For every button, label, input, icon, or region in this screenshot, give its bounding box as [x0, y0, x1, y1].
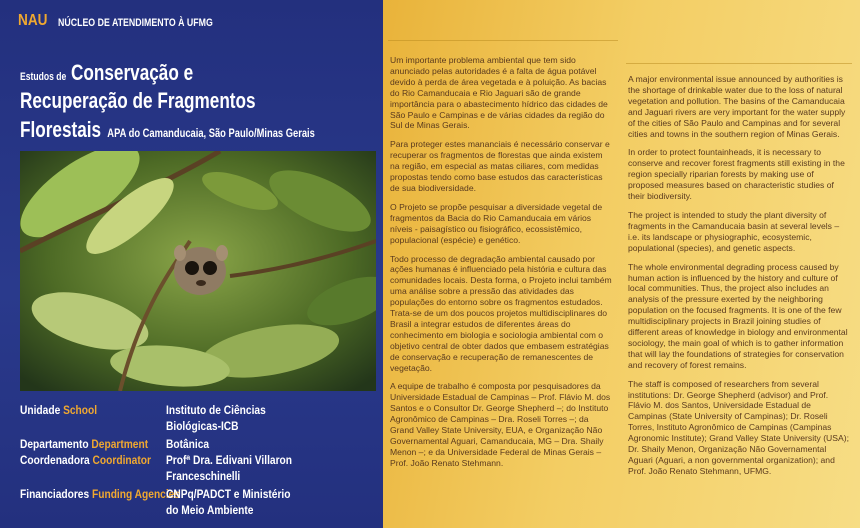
page-title-line1	[20, 60, 193, 86]
en-paragraph-2: In order to protect fountainheads, it is necessary to conserve and recover forest fragments still existing in the region specially riparian forests by making use of proposed measures based on characteristic studies of their biodiversity.	[628, 147, 845, 202]
forest-illustration	[20, 151, 376, 391]
dept-label: Departamento Department	[20, 437, 149, 451]
title-text-1: Conservação e	[71, 60, 194, 85]
brand-logo: NAU	[18, 12, 48, 29]
coord-value-2: Franceschinelli	[166, 469, 241, 483]
monkey-in-forest-photo	[20, 151, 376, 391]
rule-top-1	[388, 40, 618, 41]
pt-paragraph-4: Todo processo de degradação ambiental causado por ações humanas é influenciado pela história e cultura das comunidades locais. Desta forma, o Projeto inclui também uma análise sobre a pressão das atividades das populações do entorno sobre os fragmentos estudados. Trata-se de um dos poucos projetos multidisciplinares do Brasil a integrar estudos de diferentes áreas do conhecimento em biologia e sociologia ambiental com o objetivo central de obter dados que embasem estratégias de conservação e recuperação de remanescentes de vegetação.	[390, 253, 612, 373]
en-paragraph-4: The whole environmental degrading process caused by human action is influenced by the history and culture of local communities. Thus, the project also includes an analysis of the pressure exerted by the neighboring population on the focused fragments. It is one of the few multidisciplinary projects in Brazil joining studies of different areas of knowledge in biology and environmental sociology, the main goal of which is to gather information that will lay the foundations of strategies for conservation and recovery of forest remains.	[628, 261, 848, 370]
pt-paragraph-3: O Projeto se propõe pesquisar a diversidade vegetal de fragmentos da Bacia do Rio Camanducaia em vários níveis - paisagístico ou fisiográfico, ecossistêmico, populacional (espécie) e genético.	[390, 201, 603, 245]
title-prefix: Estudos de	[20, 71, 67, 83]
title-location: APA do Camanducaia, São Paulo/Minas Gerais	[107, 126, 315, 140]
fund-value-1: CNPq/PADCT e Ministério	[166, 487, 291, 501]
unit-value-2: Biológicas-ICB	[166, 419, 239, 433]
brand-subtitle: NÚCLEO DE ATENDIMENTO À UFMG	[58, 17, 213, 29]
dept-value: Botânica	[166, 437, 210, 451]
portuguese-column	[390, 55, 612, 477]
en-paragraph-5: The staff is composed of researchers from several institutions: Dr. George Shepherd (advisor) and Prof. Flávio M. dos Santos, Universidade Estadual de Campinas (State University of Campinas); Dr. Roseli Torres, Instituto Agronômico de Campinas (Campinas Agronomic Institute); Grand Valley State University (USA); Dr. Shaily Menon, Organização Não Governamental Aguari (Aguari, a non governmental organization); and Prof. João Renato Stehmann, UFMG.	[628, 378, 849, 476]
pt-paragraph-5: A equipe de trabalho é composta por pesquisadores da Universidade Estadual de Campinas – Prof. Flávio M. dos Santos e o Consultor Dr. George Shepherd –; do Instituto Agronômico de Campinas – Dra. Roseli Torres –; da Grand Valley State University, EUA, e Organização Não Governamental Aguari, Camanducaia, MG – Dra. Shaily Menon –; e da Universidade Federal de Minas Gerais – Prof. João Renato Stehmann.	[390, 381, 611, 468]
pt-paragraph-2: Para proteger estes mananciais é necessário conservar e recuperar os fragmentos de florestas que ainda existem na região, em especial as matas ciliares, com medidas propostas tendo como base estudos das características de sua biodiversidade.	[390, 139, 610, 193]
en-paragraph-1: A major environmental issue announced by authorities is the shortage of drinkable water due to the loss of natural vegetation and pollution. The basins of the Camanducaia and Jaguari rivers are very important for the water supply of the cities of São Paulo and Campinas and for several cities and towns in the southern region of Minas Gerais.	[628, 74, 846, 139]
page-title-line3	[20, 117, 315, 143]
page-title-line2: Recuperação de Fragmentos	[20, 88, 256, 113]
fund-label: Financiadores Funding Agencies	[20, 487, 181, 501]
unit-value-1: Instituto de Ciências	[166, 403, 266, 417]
english-column	[628, 74, 850, 485]
pt-paragraph-1: Um importante problema ambiental que tem sido anunciado pelas autoridades é a falta de água potável devido à perda de área vegetada e à poluição. As bacias do Rio Camanducaia e Rio Jaguari são de grande importância para o abastecimento hídrico das cidades de São Paulo e Campinas e de várias cidades da região do Sul de Minas Gerais.	[390, 55, 608, 131]
unit-label: Unidade School	[20, 403, 98, 417]
title-text-3: Florestais	[20, 117, 102, 142]
fund-value-2: do Meio Ambiente	[166, 503, 254, 517]
rule-top-2	[626, 63, 852, 64]
coord-value-1: Profª Dra. Edivani Villaron	[166, 453, 293, 467]
coord-label: Coordenadora Coordinator	[20, 453, 151, 467]
en-paragraph-3: The project is intended to study the plant diversity of fragments in the Camanducaia basin at several levels – i.e. its landscape or physiographic, ecosystemic, populational (species), and genetic aspects.	[628, 209, 840, 253]
